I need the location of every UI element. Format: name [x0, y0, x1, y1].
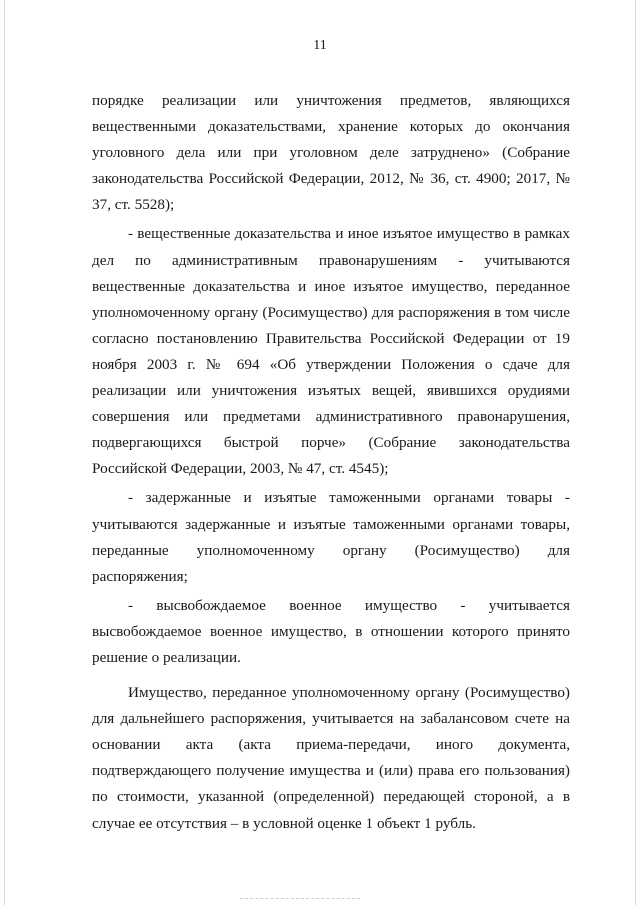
scan-edge-left [4, 0, 5, 905]
page-number: 11 [313, 38, 327, 53]
paragraph-off-balance-accounting: Имущество, переданное уполномоченному органу (Росимущество) для дальнейшего распоряжения, учитывается на забалансовом счете на основании акта (акта приема-передачи, иного документа, подтверждающего получение имущества и (или) права его пользования) по стоимости, указанной (определенной) передающей стороной, а в случае ее отсутствия – в условной оценке 1 объект 1 рубль. [92, 684, 570, 832]
scan-edge-right [635, 0, 636, 905]
document-body [92, 88, 570, 840]
scan-artifact [240, 898, 360, 899]
paragraph-customs-items: - задержанные и изъятые таможенными органами товары - учитываются задержанные и изъятые таможенными органами товары, переданные уполномоченному органу (Росимущество) для распоряжения; [92, 489, 570, 585]
paragraph-continuation: порядке реализации или уничтожения предметов, являющихся вещественными доказательствами, хранение которых до окончания уголовного дела или при уголовном деле затруднено» (Собрание законодательства Российской Федерации, 2012, № 36, ст. 4900; 2017, № 37, ст. 5528); [92, 92, 570, 214]
paragraph-administrative-items: - вещественные доказательства и иное изъятое имущество в рамках дел по административным правонарушениям - учитываются вещественные доказательства и иное изъятое имущество, переданное уполномоченному органу (Росимущество) для распоряжения в том числе согласно постановлению Правительства Российской Федерации от 19 ноября 2003 г. № 694 «Об утверждении Положения о сдаче для реализации или уничтожения изъятых вещей, явившихся орудиями совершения или предметами административного правонарушения, подвергающихся быстрой порче» (Собрание законодательства Российской Федерации, 2003, № 47, ст. 4545); [92, 225, 570, 478]
paragraph-military-items: - высвобождаемое военное имущество - учитывается высвобождаемое военное имущество, в отношении которого принято решение о реализации. [92, 596, 570, 666]
